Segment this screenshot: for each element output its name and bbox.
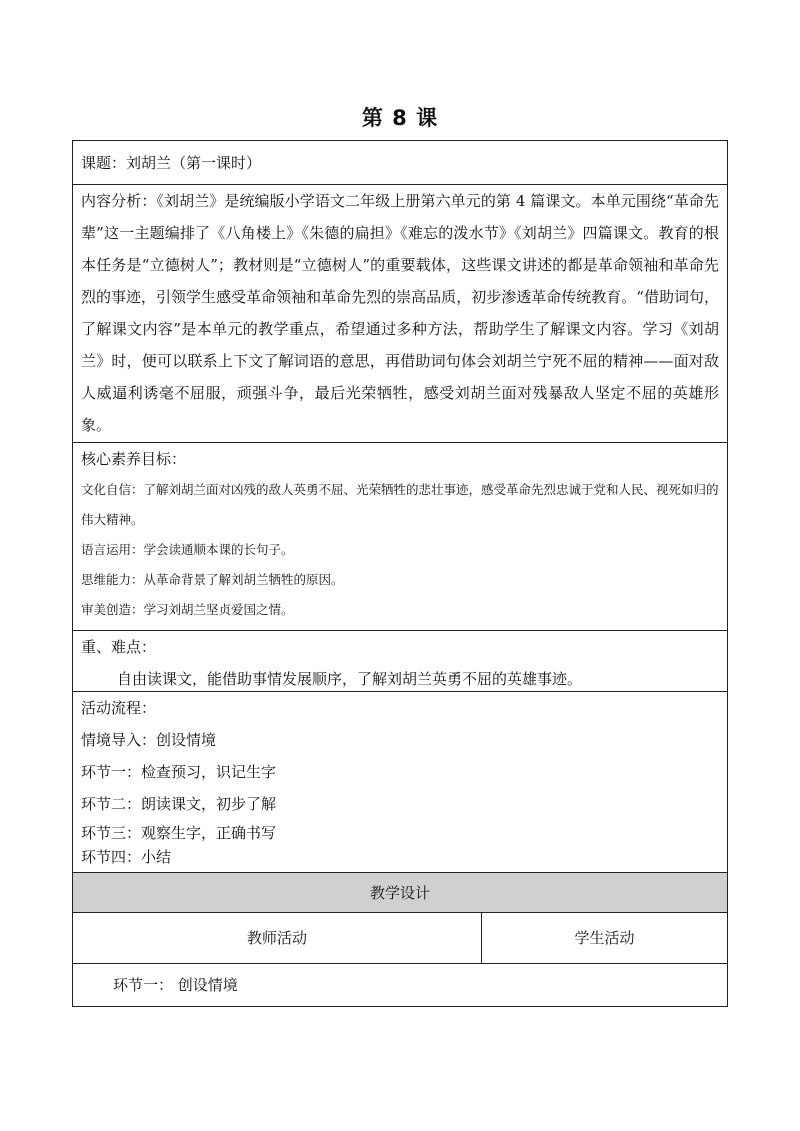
goals-heading: 核心素养目标：: [81, 450, 187, 468]
key-points-row: [73, 631, 727, 692]
topic-row: [73, 141, 727, 185]
key-points-text: 自由读课文，能借助事情发展顺序，了解刘胡兰英勇不屈的英雄事迹。: [117, 670, 583, 688]
goal-item: 文化自信：了解刘胡兰面对凶残的敌人英勇不屈、光荣牺牲的悲壮事迹，感受革命先烈忠诚于党和人民、视死如归的伟大精神。: [81, 482, 719, 527]
design-header-row: [73, 873, 727, 913]
flow-item: 环节二：朗读课文，初步了解: [81, 795, 277, 813]
student-activity-header: 学生活动: [574, 929, 635, 947]
page-title: 第 8 课: [361, 106, 439, 130]
flow-item: 环节三：观察生字，正确书写: [81, 824, 277, 842]
flow-row: [73, 692, 727, 873]
activity-columns-row: [73, 913, 727, 964]
topic-text: 课题：刘胡兰（第一课时）: [81, 154, 262, 172]
design-heading: 教学设计: [369, 884, 430, 902]
flow-heading: 活动流程：: [81, 699, 157, 717]
teacher-activity-header: 教师活动: [73, 913, 482, 963]
key-points-heading: 重、难点：: [81, 638, 157, 656]
flow-item: 情境导入：创设情境: [81, 731, 217, 749]
flow-item: 环节一：检查预习，识记生字: [81, 763, 277, 781]
analysis-row: [73, 185, 727, 443]
goals-row: [73, 443, 727, 631]
step-row: [73, 964, 727, 1006]
goal-item: 语言运用：学会读通顺本课的长句子。: [81, 542, 294, 557]
analysis-text: 内容分析：《刘胡兰》是统编版小学语文二年级上册第六单元的第 4 篇课文。本单元围绕“革命先辈”这一主题编排了《八角楼上》《朱德的扁担》《难忘的泼水节》《刘胡兰》四篇课文。教育的根本任务是“立德树人”；教材则是“立德树人”的重要载体，这些课文讲述的都是革命领袖和革命先烈的事迹，引领学生感受革命领袖和革命先烈的崇高品质，初步渗透革命传统教育。“借助词句，了解课文内容”是本单元的教学重点，希望通过多种方法，帮助学生了解课文内容。学习《刘胡兰》时，便可以联系上下文了解词语的意思，再借助词句体会刘胡兰宁死不屈的精神——面对敌人威逼利诱毫不屈服，顽强斗争，最后光荣牺牲，感受刘胡兰面对残暴敌人坚定不屈的英雄形象。: [81, 192, 719, 434]
flow-item: 环节四：小结: [81, 848, 172, 866]
step-text: 环节一： 创设情境: [113, 976, 238, 994]
goal-item: 思维能力：从革命背景了解刘胡兰牺牲的原因。: [81, 572, 344, 587]
goal-item: 审美创造：学习刘胡兰坚贞爱国之情。: [81, 602, 294, 617]
lesson-plan-table: [72, 140, 728, 1007]
